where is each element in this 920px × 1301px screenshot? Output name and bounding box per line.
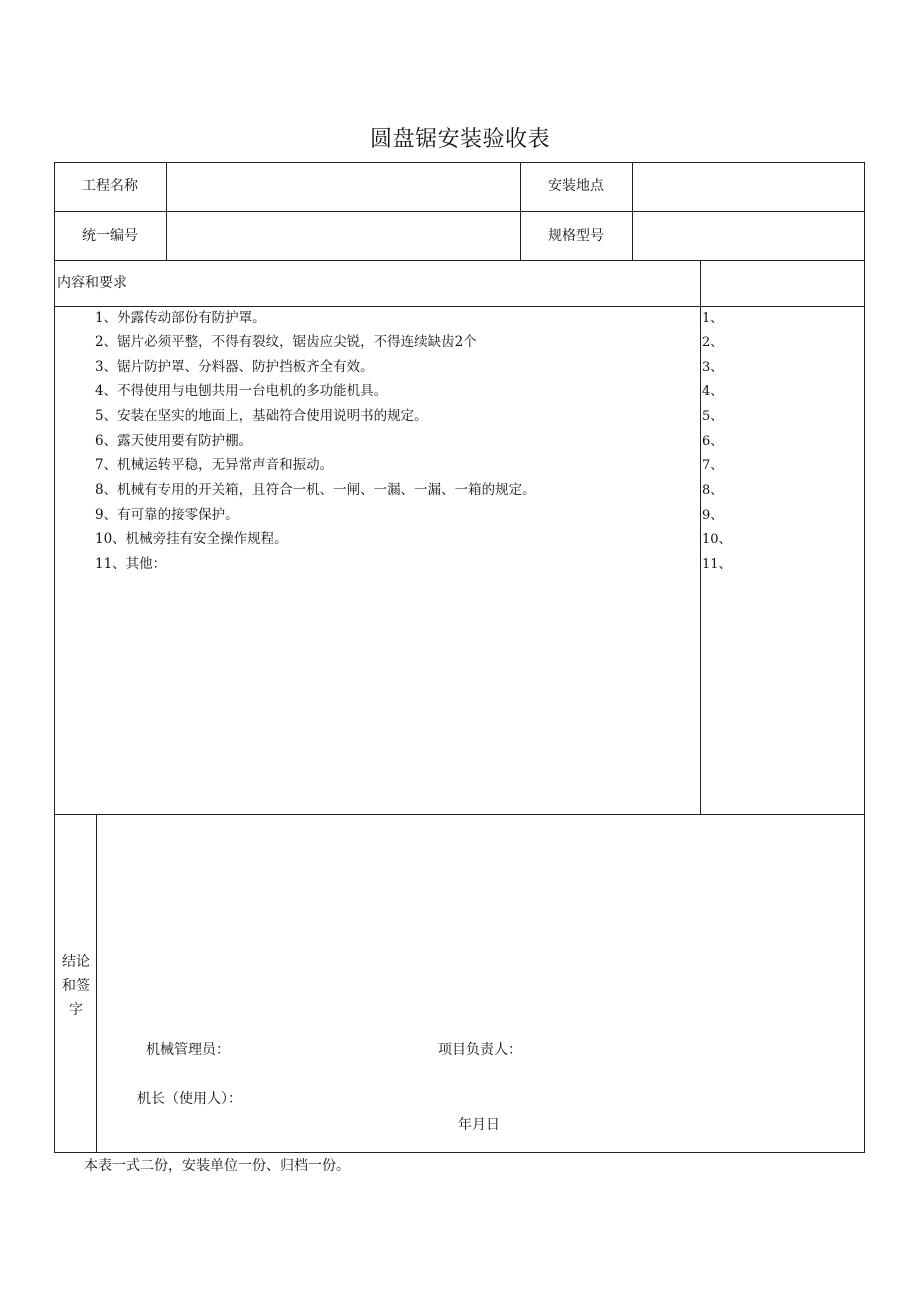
requirement-item: 5、安装在坚实的地面上，基础符合使用说明书的规定。 [95,408,428,424]
date-label: 年月日 [458,1117,500,1133]
conclusion-label-line: 和签 [62,978,90,994]
table-rule [166,162,167,261]
install-location-label: 安装地点 [548,178,604,194]
table-rule [54,814,865,815]
table-rule [96,814,97,1153]
table-rule [54,306,865,307]
requirement-item: 4、不得使用与电刨共用一台电机的多功能机具。 [95,383,388,399]
table-border-bottom [54,1152,865,1153]
requirement-item: 2、锯片必须平整，不得有裂纹，锯齿应尖锐，不得连续缺齿2个 [95,334,477,350]
result-mark[interactable]: 11、 [702,557,732,572]
result-mark[interactable]: 7、 [702,458,724,473]
project-name-label: 工程名称 [82,178,138,194]
table-rule [700,260,701,815]
table-border-top [54,162,865,163]
requirement-item: 10、机械旁挂有安全操作规程。 [95,531,288,547]
result-mark[interactable]: 3、 [702,360,724,375]
result-mark[interactable]: 9、 [702,508,724,523]
result-mark[interactable]: 1、 [702,311,724,326]
result-mark[interactable]: 4、 [702,384,724,399]
requirement-item: 11、其他： [95,556,167,572]
conclusion-label [56,950,96,1022]
conclusion-label-line: 字 [69,1002,83,1018]
result-mark[interactable]: 10、 [702,532,732,547]
result-mark[interactable]: 8、 [702,483,724,498]
requirement-item: 3、锯片防护罩、分料器、防护挡板齐全有效。 [95,359,374,375]
model-label: 规格型号 [548,228,604,244]
requirement-item: 8、机械有专用的开关箱，且符合一机、一闸、一漏、一漏、一箱的规定。 [95,482,536,498]
conclusion-label-line: 结论 [62,954,90,970]
requirement-item: 7、机械运转平稳，无异常声音和振动。 [95,457,334,473]
result-mark[interactable]: 2、 [702,335,724,350]
table-rule [54,260,865,261]
requirement-item: 6、露天使用要有防护棚。 [95,433,253,449]
requirements-heading: 内容和要求 [57,275,127,291]
operator-label: 机长（使用人）： [137,1091,242,1107]
machine-manager-label: 机械管理员： [146,1042,230,1058]
table-rule [632,162,633,261]
result-mark[interactable]: 5、 [702,409,724,424]
table-rule [54,211,865,212]
result-mark[interactable]: 6、 [702,434,724,449]
requirement-item: 1、外露传动部份有防护罩。 [95,310,266,326]
footnote: 本表一式二份，安装单位一份、归档一份。 [84,1158,350,1174]
page-title: 圆盘锯安装验收表 [369,127,550,152]
table-border-right [864,162,865,1153]
unified-number-label: 统一编号 [82,228,138,244]
project-leader-label: 项目负责人： [438,1042,522,1058]
table-border-left [54,162,55,1153]
requirement-item: 9、有可靠的接零保护。 [95,507,239,523]
